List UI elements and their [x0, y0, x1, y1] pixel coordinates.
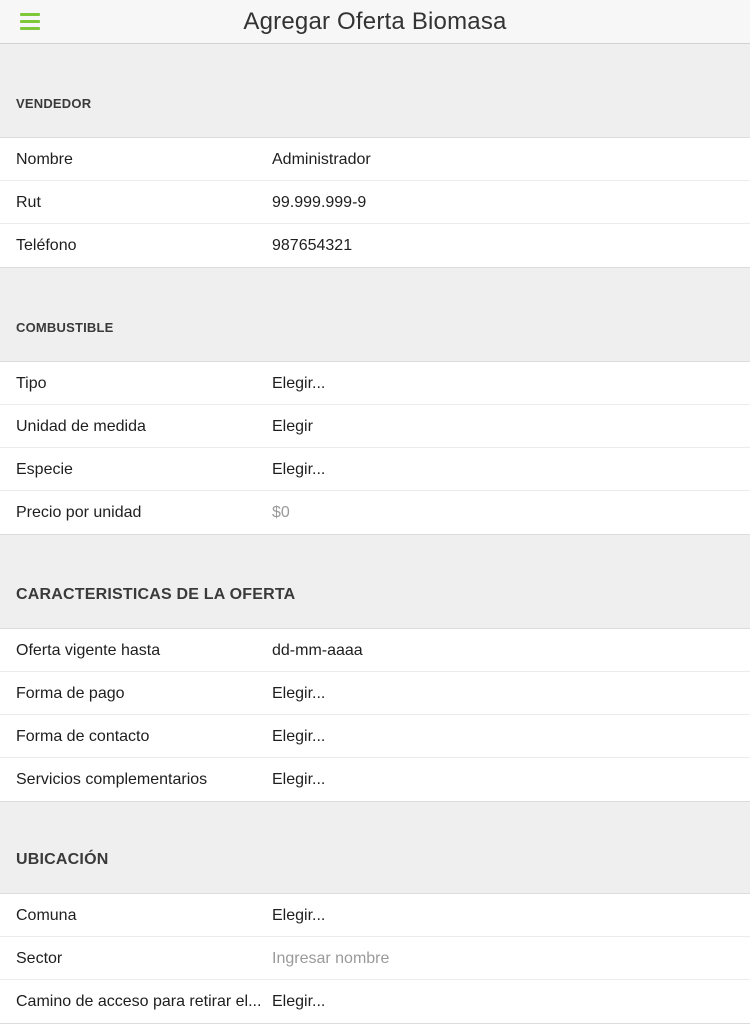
date-input[interactable]: dd-mm-aaaa — [272, 642, 363, 659]
section-title-caracteristicas: CARACTERISTICAS DE LA OFERTA — [16, 586, 296, 603]
label-camino-de-acceso: Camino de acceso para retirar el... — [16, 993, 262, 1010]
section-title-vendedor: VENDEDOR — [16, 96, 92, 111]
row-camino-de-acceso[interactable] — [0, 980, 750, 1023]
row-precio-por-unidad[interactable] — [0, 491, 750, 534]
row-rut — [0, 181, 750, 224]
value-telefono: 987654321 — [272, 237, 353, 254]
row-tipo[interactable] — [0, 362, 750, 405]
select-forma-de-pago[interactable]: Elegir... — [272, 685, 326, 702]
value-nombre: Administrador — [272, 151, 371, 168]
row-forma-de-contacto[interactable] — [0, 715, 750, 758]
label-forma-de-contacto: Forma de contacto — [16, 728, 150, 745]
sector-input[interactable] — [272, 937, 572, 980]
row-servicios-complementarios[interactable] — [0, 758, 750, 801]
section-combustible — [0, 362, 750, 535]
label-precio-por-unidad: Precio por unidad — [16, 504, 142, 521]
row-unidad-de-medida[interactable] — [0, 405, 750, 448]
select-especie[interactable]: Elegir... — [272, 461, 326, 478]
select-tipo[interactable]: Elegir... — [272, 375, 326, 392]
label-tipo: Tipo — [16, 375, 47, 392]
select-unidad-de-medida[interactable]: Elegir — [272, 418, 313, 435]
section-header-caracteristicas — [0, 535, 750, 629]
label-comuna: Comuna — [16, 907, 77, 924]
section-header-ubicacion — [0, 802, 750, 894]
section-caracteristicas — [0, 629, 750, 802]
label-oferta-vigente-hasta: Oferta vigente hasta — [16, 642, 161, 659]
row-telefono — [0, 224, 750, 267]
row-sector[interactable] — [0, 937, 750, 980]
row-comuna[interactable] — [0, 894, 750, 937]
price-input[interactable] — [272, 491, 572, 534]
form-content — [0, 44, 750, 1024]
hamburger-menu-icon[interactable] — [20, 13, 40, 31]
section-title-ubicacion: UBICACIÓN — [16, 851, 109, 868]
label-nombre: Nombre — [16, 151, 73, 168]
label-unidad-de-medida: Unidad de medida — [16, 418, 146, 435]
row-forma-de-pago[interactable] — [0, 672, 750, 715]
section-header-vendedor — [0, 44, 750, 138]
row-oferta-vigente-hasta[interactable] — [0, 629, 750, 672]
page-title: Agregar Oferta Biomasa — [243, 8, 507, 35]
row-especie[interactable] — [0, 448, 750, 491]
label-servicios-complementarios: Servicios complementarios — [16, 771, 208, 788]
label-forma-de-pago: Forma de pago — [16, 685, 125, 702]
row-nombre — [0, 138, 750, 181]
select-camino-de-acceso[interactable]: Elegir... — [272, 993, 326, 1010]
section-vendedor — [0, 138, 750, 268]
label-telefono: Teléfono — [16, 237, 77, 254]
select-servicios-complementarios[interactable]: Elegir... — [272, 771, 326, 788]
section-header-combustible — [0, 268, 750, 362]
section-title-combustible: COMBUSTIBLE — [16, 320, 114, 335]
select-forma-de-contacto[interactable]: Elegir... — [272, 728, 326, 745]
label-rut: Rut — [16, 194, 41, 211]
section-ubicacion — [0, 894, 750, 1024]
label-especie: Especie — [16, 461, 73, 478]
label-sector: Sector — [16, 950, 63, 967]
top-bar — [0, 0, 750, 44]
select-comuna[interactable]: Elegir... — [272, 907, 326, 924]
value-rut: 99.999.999-9 — [272, 194, 367, 211]
